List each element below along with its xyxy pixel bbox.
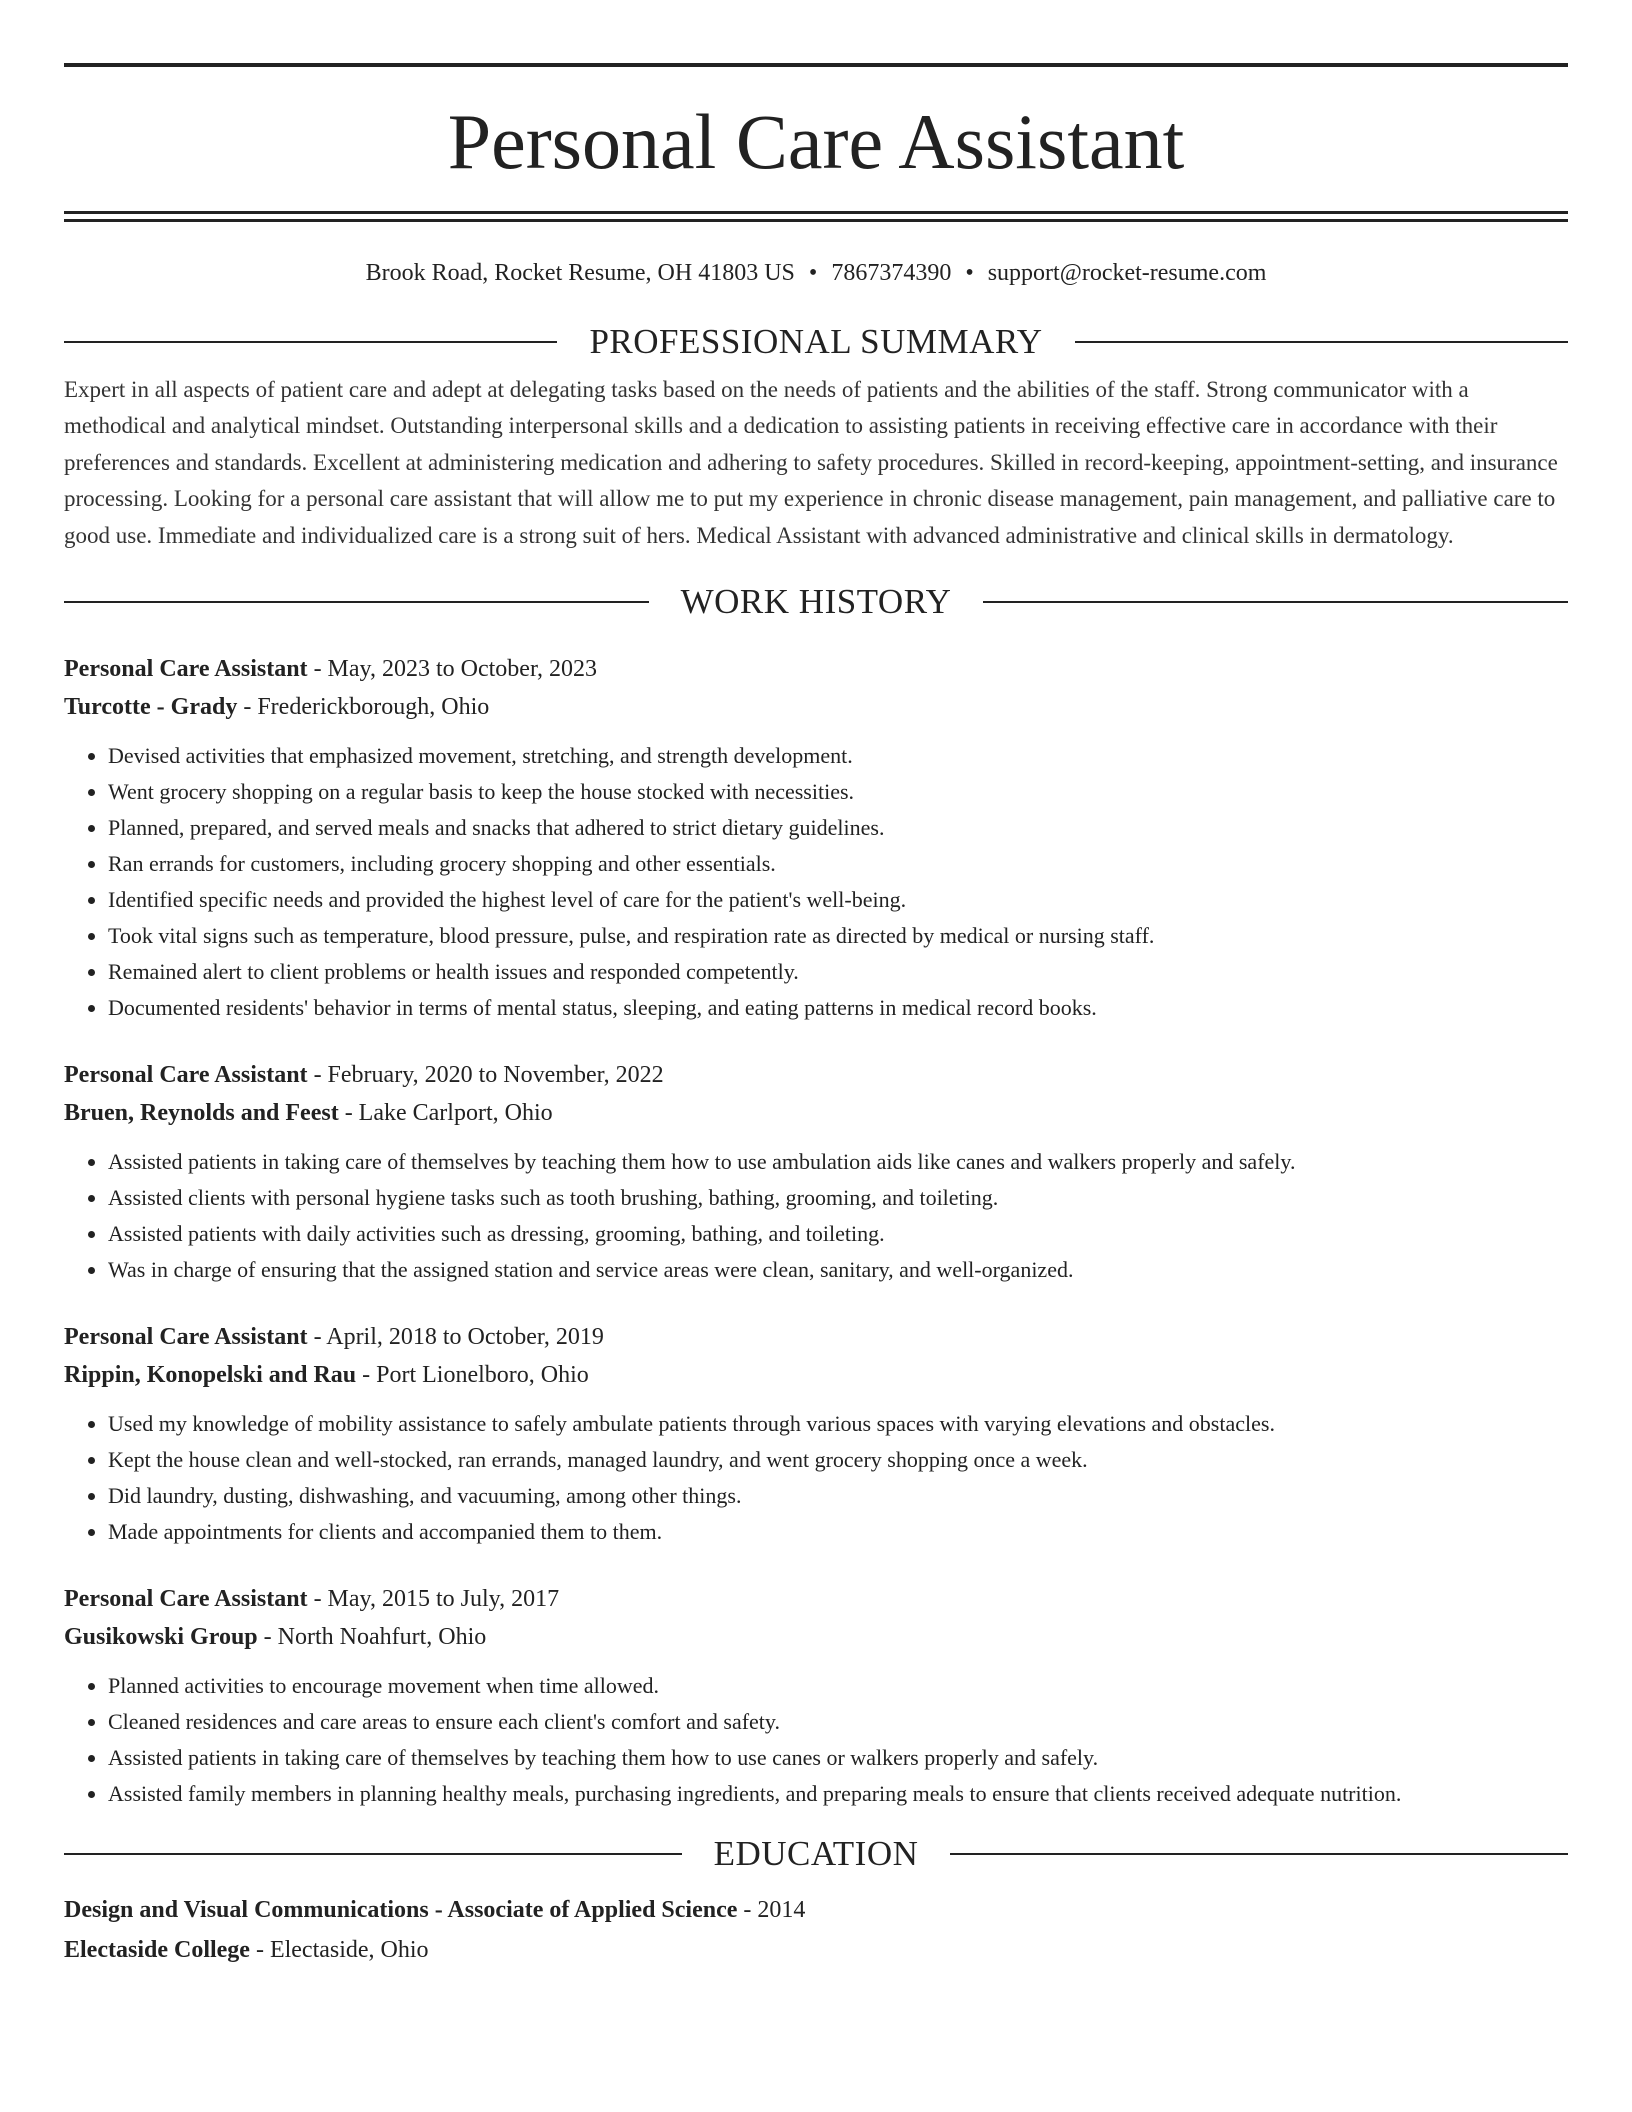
job-title-line <box>64 1580 1568 1618</box>
job-title: Personal Care Assistant <box>64 1062 308 1089</box>
heading-rule <box>64 341 557 343</box>
duty-item: • Made appointments for clients and accompanied them to them. <box>108 1514 1568 1550</box>
duty-item: • Identified specific needs and provided the highest level of care for the patient's well-being. <box>108 882 1568 918</box>
duty-item: • Cleaned residences and care areas to ensure each client's comfort and safety. <box>108 1704 1568 1740</box>
resume-name: Personal Care Assistant <box>447 98 1185 185</box>
contact-line <box>64 258 1568 288</box>
job-dates: - May, 2023 to October, 2023 <box>307 656 597 683</box>
top-rule <box>64 63 1568 67</box>
duty-item: • Was in charge of ensuring that the assigned station and service areas were clean, sanitary, and well-organized. <box>108 1252 1568 1288</box>
job-company: Gusikowski Group <box>64 1624 258 1651</box>
duty-list <box>64 738 1568 1026</box>
job-entry <box>64 1318 1568 1550</box>
job-dates: - February, 2020 to November, 2022 <box>307 1062 664 1089</box>
job-entry <box>64 1580 1568 1812</box>
education-degree-line <box>64 1890 1568 1930</box>
duty-item: • Used my knowledge of mobility assistance to safely ambulate patients through various spaces with varying elevations and obstacles. <box>108 1406 1568 1442</box>
double-rule <box>64 211 1568 222</box>
duty-item: • Assisted family members in planning healthy meals, purchasing ingredients, and preparing meals to ensure that clients received adequate nutrition. <box>108 1776 1568 1812</box>
duty-item: • Ran errands for customers, including grocery shopping and other essentials. <box>108 846 1568 882</box>
resume-page <box>64 0 1568 1970</box>
duty-item: • Assisted clients with personal hygiene tasks such as tooth brushing, bathing, grooming, and toileting. <box>108 1180 1568 1216</box>
duty-list <box>64 1406 1568 1550</box>
job-company-line <box>64 1356 1568 1394</box>
duty-item: • Documented residents' behavior in terms of mental status, sleeping, and eating patterns in medical record books. <box>108 990 1568 1026</box>
duty-item: • Remained alert to client problems or health issues and responded competently. <box>108 954 1568 990</box>
duty-item: • Assisted patients in taking care of themselves by teaching them how to use canes or walkers properly and safely. <box>108 1740 1568 1776</box>
education-location: - Electaside, Ohio <box>249 1937 429 1964</box>
job-location: - Frederickborough, Ohio <box>237 694 490 721</box>
education-entry <box>64 1890 1568 1970</box>
heading-rule <box>1075 341 1568 343</box>
duty-item: • Went grocery shopping on a regular basis to keep the house stocked with necessities. <box>108 774 1568 810</box>
job-company-line <box>64 1618 1568 1656</box>
job-company-line <box>64 1094 1568 1132</box>
duty-item: • Took vital signs such as temperature, blood pressure, pulse, and respiration rate as directed by medical or nursing staff. <box>108 918 1568 954</box>
duty-item: • Planned, prepared, and served meals and snacks that adhered to strict dietary guidelines. <box>108 810 1568 846</box>
job-company: Bruen, Reynolds and Feest <box>64 1100 339 1127</box>
job-company: Rippin, Konopelski and Rau <box>64 1362 357 1389</box>
heading-rule <box>64 601 649 603</box>
job-dates: - April, 2018 to October, 2019 <box>307 1324 604 1351</box>
contact-separator: • <box>965 260 974 286</box>
duty-item: • Assisted patients with daily activities such as dressing, grooming, bathing, and toileting. <box>108 1216 1568 1252</box>
duty-list <box>64 1144 1568 1288</box>
job-title-line <box>64 1056 1568 1094</box>
job-company: Turcotte - Grady <box>64 694 238 721</box>
job-entry <box>64 1056 1568 1288</box>
job-location: - North Noahfurt, Ohio <box>257 1624 487 1651</box>
education-degree: Design and Visual Communications - Associate of Applied Science <box>64 1897 738 1924</box>
heading-rule <box>983 601 1568 603</box>
section-heading-summary <box>64 322 1568 362</box>
contact-separator: • <box>808 260 818 286</box>
contact-email[interactable]: support@rocket-resume.com <box>987 260 1267 286</box>
section-heading-work-history <box>64 582 1568 622</box>
job-dates: - May, 2015 to July, 2017 <box>307 1586 560 1613</box>
duty-item: • Devised activities that emphasized movement, stretching, and strength development. <box>108 738 1568 774</box>
education-school: Electaside College <box>64 1937 250 1964</box>
job-location: - Port Lionelboro, Ohio <box>356 1362 589 1389</box>
job-company-line <box>64 688 1568 726</box>
section-title: WORK HISTORY <box>680 582 952 622</box>
job-title: Personal Care Assistant <box>64 1586 308 1613</box>
job-entry <box>64 650 1568 1026</box>
job-title-line <box>64 650 1568 688</box>
contact-address: Brook Road, Rocket Resume, OH 41803 US <box>365 260 795 286</box>
section-title: EDUCATION <box>713 1834 919 1874</box>
contact-phone: 7867374390 <box>831 260 952 286</box>
duty-item: • Did laundry, dusting, dishwashing, and vacuuming, among other things. <box>108 1478 1568 1514</box>
education-year: - 2014 <box>737 1897 806 1924</box>
summary-text: Expert in all aspects of patient care and adept at delegating tasks based on the needs of patients and the abilities of the staff. Strong communicator with a methodical and analytical mindset. Outstanding interpersonal skills and a dedication to assisting patients in receiving effective care in accordance with their preferences and standards. Excellent at administering medication and adhering to safety procedures. Skilled in record-keeping, appointment-setting, and insurance processing. Looking for a personal care assistant that will allow me to put my experience in chronic disease management, pain management, and palliative care to good use. Immediate and individualized care is a strong suit of hers. Medical Assistant with advanced administrative and clinical skills in dermatology. <box>64 377 1558 548</box>
section-title: PROFESSIONAL SUMMARY <box>589 322 1043 361</box>
duty-item: • Kept the house clean and well-stocked, ran errands, managed laundry, and went grocery shopping once a week. <box>108 1442 1568 1478</box>
job-title-line <box>64 1318 1568 1356</box>
heading-rule <box>64 1853 682 1855</box>
education-school-line <box>64 1930 1568 1970</box>
duty-list <box>64 1668 1568 1812</box>
job-location: - Lake Carlport, Ohio <box>338 1100 553 1127</box>
duty-item: • Assisted patients in taking care of themselves by teaching them how to use ambulation aids like canes and walkers properly and safely. <box>108 1144 1568 1180</box>
job-title: Personal Care Assistant <box>64 1324 308 1351</box>
heading-rule <box>950 1853 1568 1855</box>
duty-item: • Planned activities to encourage movement when time allowed. <box>108 1668 1568 1704</box>
job-title: Personal Care Assistant <box>64 656 308 683</box>
section-heading-education <box>64 1834 1568 1874</box>
